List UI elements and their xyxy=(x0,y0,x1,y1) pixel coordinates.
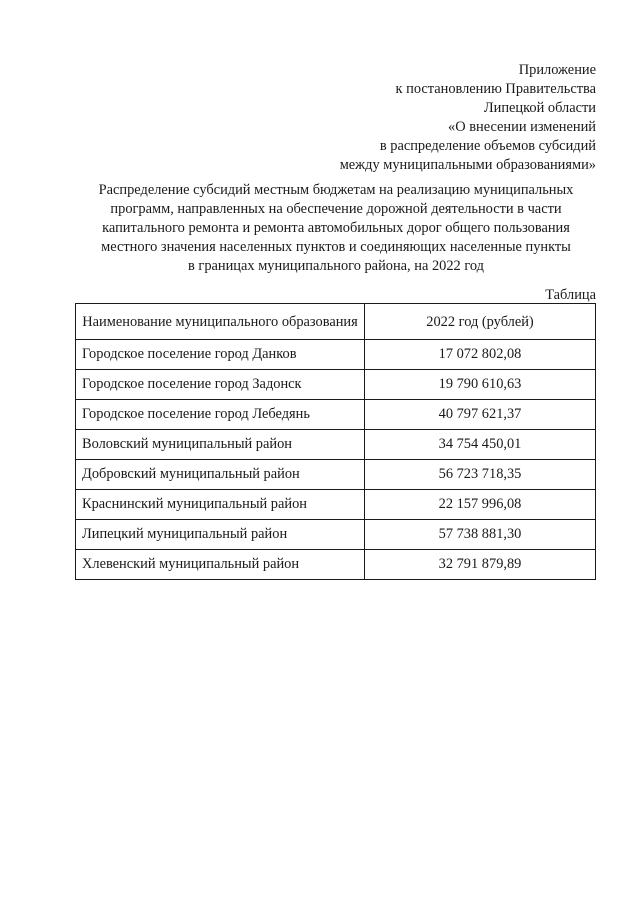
table-label: Таблица xyxy=(545,287,596,303)
municipality-cell: Городское поселение город Задонск xyxy=(76,370,365,400)
amount-cell: 32 791 879,89 xyxy=(365,550,596,580)
table-row xyxy=(76,550,596,580)
amount-cell: 34 754 450,01 xyxy=(365,430,596,460)
amount-cell: 22 157 996,08 xyxy=(365,490,596,520)
appendix-line: в распределение объемов субсидий xyxy=(379,138,596,154)
title-line: капитального ремонта и ремонта автомобильных дорог общего пользования xyxy=(102,220,570,236)
appendix-line: к постановлению Правительства xyxy=(395,81,596,97)
table-row xyxy=(76,520,596,550)
amount-cell: 17 072 802,08 xyxy=(365,340,596,370)
table-row xyxy=(76,400,596,430)
title-line: местного значения населенных пунктов и соединяющих населенные пункты xyxy=(101,239,571,255)
subsidy-table xyxy=(75,303,596,580)
municipality-cell: Хлевенский муниципальный район xyxy=(76,550,365,580)
column-header-amount: 2022 год (рублей) xyxy=(365,304,596,340)
appendix-line: между муниципальными образованиями» xyxy=(339,157,596,173)
table-header-row xyxy=(76,304,596,340)
title-line: Распределение субсидий местным бюджетам на реализацию муниципальных xyxy=(98,182,574,198)
municipality-cell: Воловский муниципальный район xyxy=(76,430,365,460)
appendix-header xyxy=(176,61,596,175)
table-row xyxy=(76,430,596,460)
title-line: программ, направленных на обеспечение дорожной деятельности в части xyxy=(110,201,562,217)
municipality-cell: Городское поселение город Лебедянь xyxy=(76,400,365,430)
municipality-cell: Краснинский муниципальный район xyxy=(76,490,365,520)
amount-cell: 19 790 610,63 xyxy=(365,370,596,400)
municipality-cell: Добровский муниципальный район xyxy=(76,460,365,490)
appendix-line: Липецкой области xyxy=(483,100,596,116)
document-title xyxy=(76,181,596,276)
table-row xyxy=(76,490,596,520)
amount-cell: 56 723 718,35 xyxy=(365,460,596,490)
title-line: в границах муниципального района, на 2022 год xyxy=(188,258,484,274)
municipality-cell: Городское поселение город Данков xyxy=(76,340,365,370)
appendix-line: «О внесении изменений xyxy=(448,119,596,135)
appendix-line: Приложение xyxy=(518,62,596,78)
table-row xyxy=(76,340,596,370)
amount-cell: 57 738 881,30 xyxy=(365,520,596,550)
amount-cell: 40 797 621,37 xyxy=(365,400,596,430)
table-row xyxy=(76,370,596,400)
table-row xyxy=(76,460,596,490)
municipality-cell: Липецкий муниципальный район xyxy=(76,520,365,550)
column-header-municipality: Наименование муниципального образования xyxy=(76,304,365,340)
